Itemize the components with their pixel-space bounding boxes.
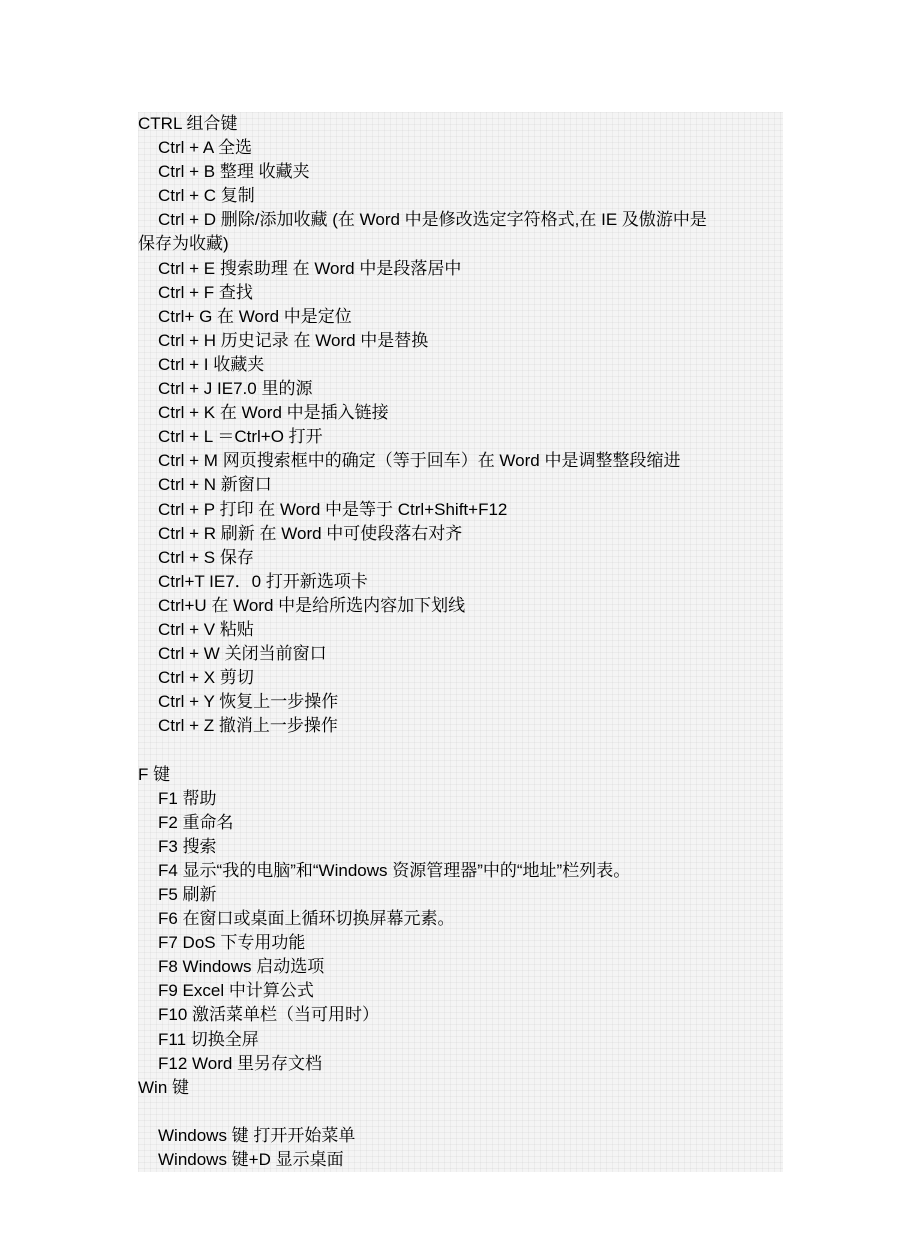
list-item: Ctrl + J IE7.0 里的源 xyxy=(158,379,313,399)
list-item: Ctrl + F 查找 xyxy=(158,282,253,302)
list-item: F4 显示“我的电脑”和“Windows 资源管理器”中的“地址”栏列表。 xyxy=(158,860,631,880)
list-item: F1 帮助 xyxy=(158,788,217,808)
list-item: Ctrl + H 历史记录 在 Word 中是替换 xyxy=(158,330,429,350)
list-item: Ctrl + M 网页搜索框中的确定（等于回车）在 Word 中是调整整段缩进 xyxy=(158,451,681,471)
list-item: F2 重命名 xyxy=(158,812,234,832)
list-item: Ctrl + I 收藏夹 xyxy=(158,354,265,374)
list-item: Ctrl + X 剪切 xyxy=(158,668,254,688)
list-item: Ctrl+U 在 Word 中是给所选内容加下划线 xyxy=(158,595,466,615)
list-item: Ctrl + N 新窗口 xyxy=(158,475,272,495)
list-item: F9 Excel 中计算公式 xyxy=(158,981,314,1001)
blank-line xyxy=(138,1100,783,1124)
list-item: F3 搜索 xyxy=(158,836,217,856)
list-item: Windows 键+D 显示桌面 xyxy=(158,1150,344,1170)
list-item: Ctrl+ G 在 Word 中是定位 xyxy=(158,306,352,326)
list-item: F11 切换全屏 xyxy=(158,1029,259,1049)
list-item: F5 刷新 xyxy=(158,885,217,904)
list-item: Ctrl + C 复制 xyxy=(158,186,255,206)
list-item: Ctrl + B 整理 收藏夹 xyxy=(158,162,310,182)
list-item: F10 激活菜单栏（当可用时） xyxy=(158,1005,380,1025)
list-item: Ctrl + S 保存 xyxy=(158,547,254,567)
list-item: Ctrl + K 在 Word 中是插入链接 xyxy=(158,403,389,423)
blank-line xyxy=(138,738,783,762)
list-item: F8 Windows 启动选项 xyxy=(158,957,325,977)
list-item: Ctrl + P 打印 在 Word 中是等于 Ctrl+Shift+F12 xyxy=(158,499,508,519)
list-item: Ctrl + V 粘贴 xyxy=(158,619,254,639)
list-item: Windows 键 打开开始菜单 xyxy=(158,1125,356,1145)
list-item: Ctrl + Y 恢复上一步操作 xyxy=(158,692,339,712)
list-item: F6 在窗口或桌面上循环切换屏幕元素。 xyxy=(158,909,455,929)
list-item: Ctrl + A 全选 xyxy=(158,138,252,158)
list-item-continuation: 保存为收藏) xyxy=(138,234,229,254)
list-item: Ctrl + E 搜索助理 在 Word 中是段落居中 xyxy=(158,258,462,278)
section-heading-ctrl: CTRL 组合键 xyxy=(138,114,238,133)
list-item: Ctrl + W 关闭当前窗口 xyxy=(158,644,327,664)
list-item: Ctrl + Z 撤消上一步操作 xyxy=(158,716,338,736)
list-item: F12 Word 里另存文档 xyxy=(158,1053,323,1073)
section-heading-win: Win 键 xyxy=(138,1077,189,1097)
list-item: Ctrl + D 删除/添加收藏 (在 Word 中是修改选定字符格式,在 IE 及傲游中是 xyxy=(158,210,707,230)
list-item: Ctrl+T IE7．0 打开新选项卡 xyxy=(158,571,368,591)
list-item: Ctrl + L ＝Ctrl+O 打开 xyxy=(158,427,323,447)
list-item: Ctrl + R 刷新 在 Word 中可使段落右对齐 xyxy=(158,523,463,543)
section-heading-f: F 键 xyxy=(138,764,171,784)
document-content xyxy=(138,112,783,1172)
list-item: F7 DoS 下专用功能 xyxy=(158,933,306,953)
